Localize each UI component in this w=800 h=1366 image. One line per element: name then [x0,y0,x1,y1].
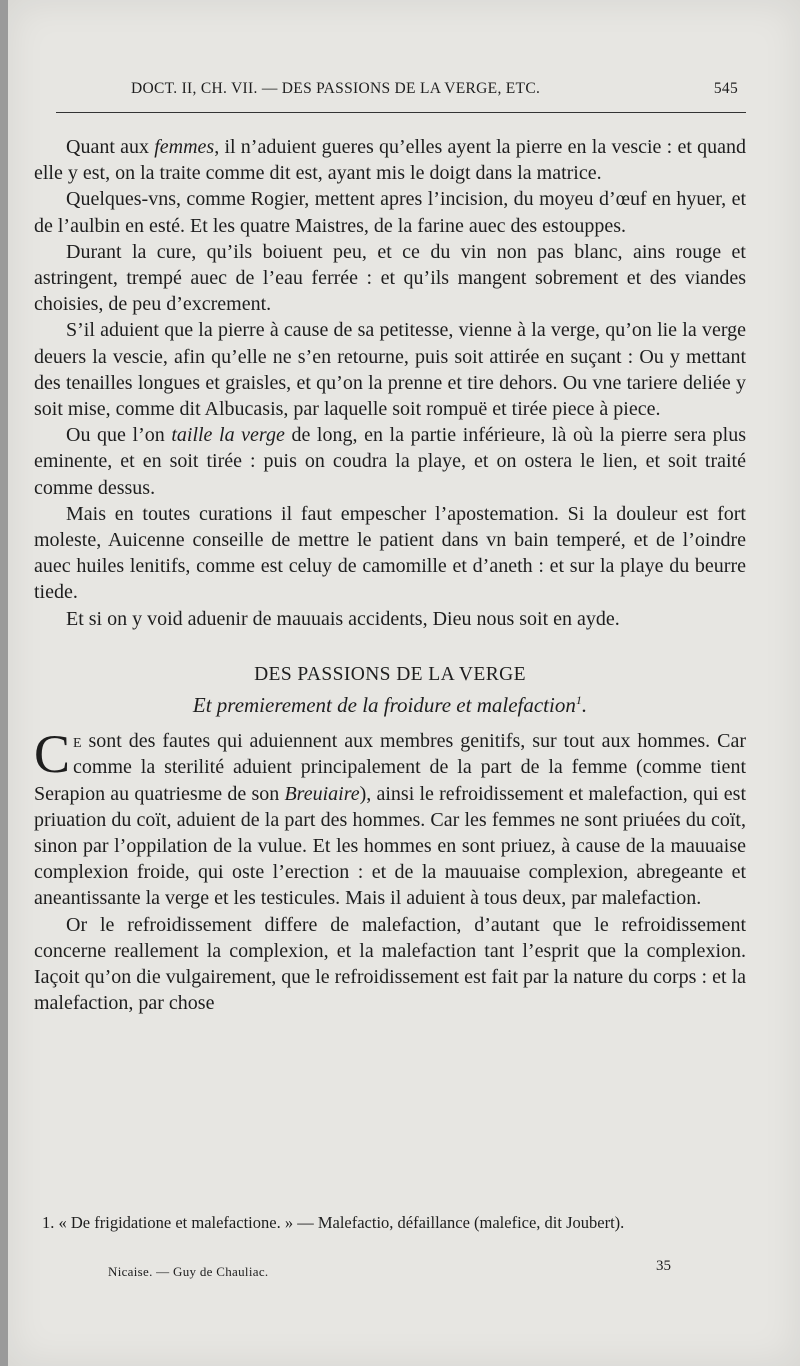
paragraph: Ce sont des fautes qui aduiennent aux membres genitifs, sur tout aux hommes. Car comme la sterilité aduient principalement de la part de la femme (comme tient Serapion au quatriesme de son Breuiaire), ainsi le refroidissement et malefaction, qui est priuation du coït, aduient de la part des hommes. Car les femmes ne sont priuées du coït, sinon par l’oppilation de la vulue. Et les hommes en sont priuez, à cause de la mauuaise complexion froide, qui oste l’erection : et de la mauuaise complexion, abregeante et aneantissante la verge et les testicules. Mais il aduient à tous deux, par malefaction. [34,724,747,910]
footnote-marker: 1 [575,693,582,708]
running-title: DOCT. II, CH. VII. — DES PASSIONS DE LA VERGE, ETC. [131,80,541,97]
drop-cap: C [34,724,71,785]
book-page [8,0,800,1366]
page-number: 545 [713,80,738,97]
paragraph: Et si on y void aduenir de mauuais accidents, Dieu nous soit en ayde. [66,607,620,630]
paragraph: Durant la cure, qu’ils boiuent peu, et ce du vin non pas blanc, ains rouge et astringent, trempé auec de l’eau ferrée : et qu’ils mangent sobrement et des viandes choisies, de peu d’excrement. [34,240,746,316]
paragraph: Quelques-vns, comme Rogier, mettent apres l’incision, du moyeu d’œuf en hyuer, et de l’aulbin en esté. Et les quatre Maistres, de la farine auec des estouppes. [34,188,746,237]
footnote: 1. « De frigidatione et malefactione. » — Malefactio, défaillance (malefice, dit Joubert). [42,1213,625,1232]
paragraph: Ou que l’on taille la verge de long, en la partie inférieure, là où la pierre sera plus eminente, et en soit tirée : puis on coudra la playe, et on ostera le lien, et soit traité comme dessus. [34,424,747,499]
signature-mark: Nicaise. — Guy de Chauliac. [108,1264,269,1279]
paragraph: Or le refroidissement differe de malefaction, d’autant que le refroidissement concerne reallement la complexion, et la malefaction tant l’esprit que la complexion. Iaçoit qu’on die vulgairement, que le refroidissement est fait par la nature du corps : et la malefaction, par chose [34,913,746,1015]
section-subtitle: Et premierement de la froidure et malefaction$^1$. [192,693,588,718]
paragraph: Mais en toutes curations il faut empescher l’apostemation. Si la douleur est fort moleste, Auicenne conseille de mettre le patient dans vn bain temperé, et de l’oindre auec huiles lenitifs, comme est celuy de camomille et d’aneth : et sur la playe du beurre tiede. [34,502,746,604]
section-title: DES PASSIONS DE LA VERGE [254,663,526,685]
paragraph: S’il aduient que la pierre à cause de sa petitesse, vienne à la verge, qu’on lie la verge deuers la vescie, afin qu’elle ne s’en retourne, puis soit attirée en suçant : Ou y mettant des tenailles longues et graisles, et qu’on la prenne et tire dehors. Ou vne tariere deliée y soit mise, comme dit Albucasis, par laquelle soit rompuë et tirée piece à piece. [34,319,746,421]
paragraph: Quant aux femmes, il n’aduient gueres qu’elles ayent la pierre en la vescie : et quand elle y est, on la traite comme dit est, ayant mis le doigt dans la matrice. [34,136,746,185]
header-rule [56,112,746,113]
main-text [34,134,746,1017]
signature-number: 35 [656,1258,671,1274]
